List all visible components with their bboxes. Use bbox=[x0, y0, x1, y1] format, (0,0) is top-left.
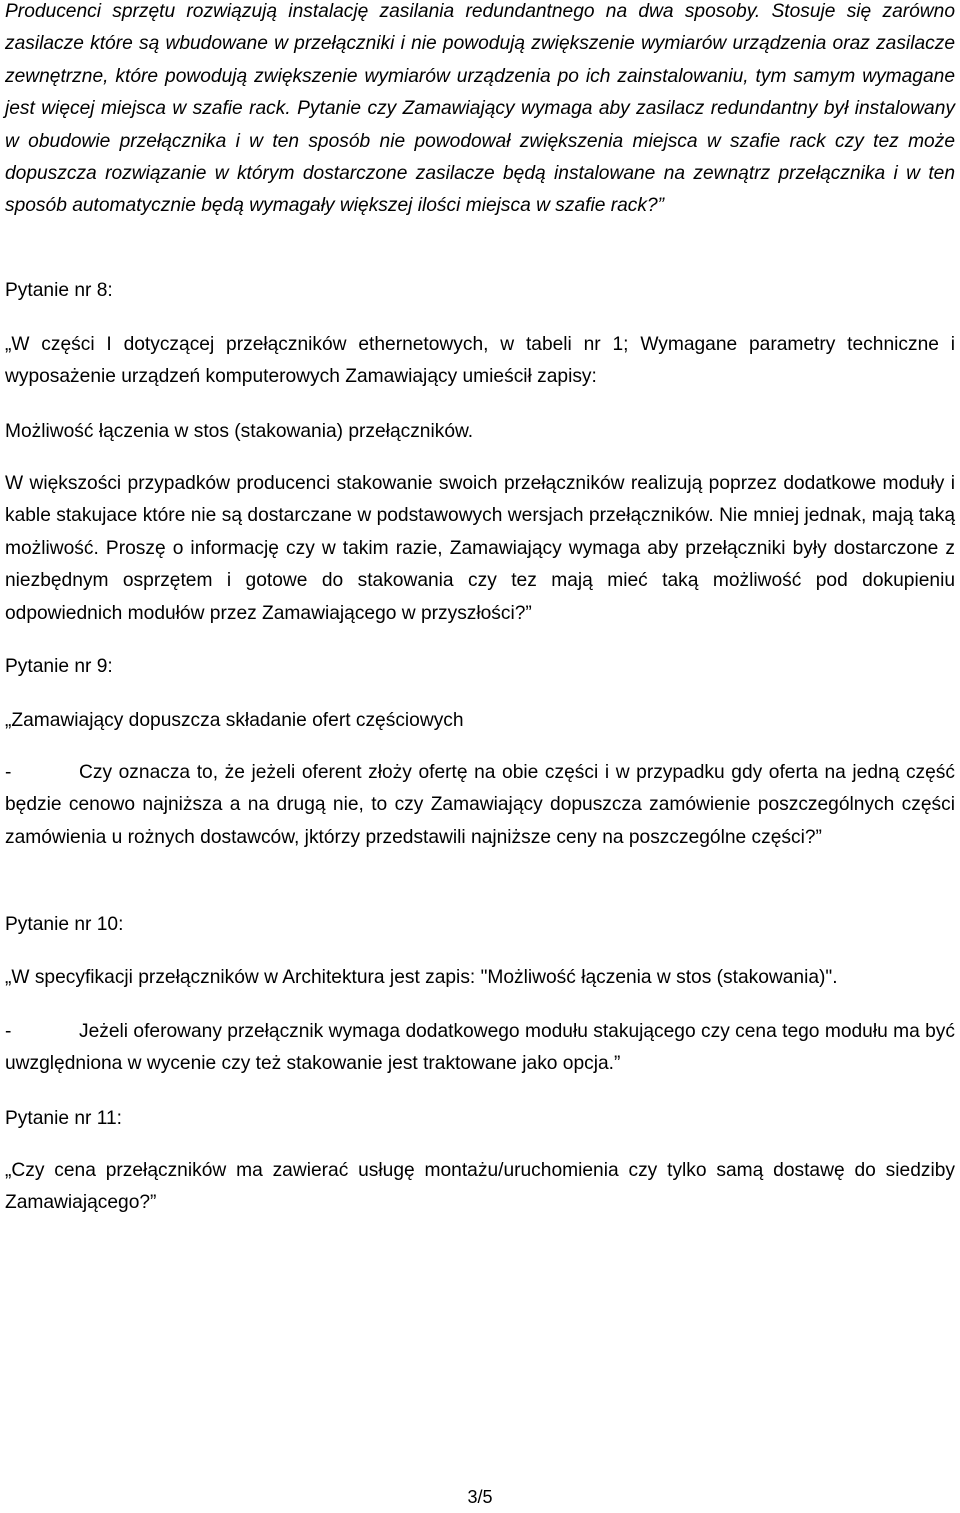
page-number: 3/5 bbox=[467, 1487, 493, 1507]
question-11-heading: Pytanie nr 11: bbox=[5, 1108, 122, 1129]
question-9-heading: Pytanie nr 9: bbox=[5, 656, 113, 677]
intro-paragraph bbox=[5, 0, 955, 223]
question-8-heading: Pytanie nr 8: bbox=[5, 280, 113, 301]
question-8-body: W większości przypadków producenci stakowanie swoich przełączników realizują poprzez dodatkowe moduły i kable stakujace które nie są dostarczane w podstawowych wersjach przełączników. Nie mniej jednak, mają taką możliwość. Proszę o informację czy w takim razie, Zamawiający wymaga aby przełączniki były dostarczone z niezbędnym osprzętem i gotowe do stakowania czy tez mają mieć taką możliwość pod dokupieniu odpowiednich modułów przez Zamawiającego w przyszłości?” bbox=[5, 473, 955, 624]
intro-part2: Pytanie czy Zamawiający wymaga aby zasilacz redundantny był instalowany w obudowie przełącznika i w ten sposób nie powodował zwiększenia miejsca w szafie rack czy tez może dopuszcza rozwiązanie w którym dostarczone zasilacze będą instalowane na zewnątrz przełącznika i w ten sposób automatycznie będą wymagały większej ilości miejsca w szafie rack?” bbox=[5, 98, 955, 217]
question-10-heading: Pytanie nr 10: bbox=[5, 914, 124, 935]
list-dash: - bbox=[5, 1021, 12, 1042]
question-8-spec: Możliwość łączenia w stos (stakowania) przełączników. bbox=[5, 421, 474, 442]
question-8-quote: „W części I dotyczącej przełączników ethernetowych, w tabeli nr 1; Wymagane parametry techniczne i wyposażenie urządzeń komputerowych Zamawiający umieścił zapisy: bbox=[5, 334, 955, 388]
question-10-body-text: Jeżeli oferowany przełącznik wymaga dodatkowego modułu stakującego czy cena tego modułu ma być uwzględniona w wycenie czy też stakowanie jest traktowane jako opcja.” bbox=[5, 1021, 955, 1075]
question-9-body-text: Czy oznacza to, że jeżeli oferent złoży ofertę na obie części i w przypadku gdy oferta na jedną część będzie cenowo najniższa a na drugą nie, to czy Zamawiający dopuszcza zamówienie poszczególnych części zamówienia u rożnych dostawców, jktórzy przedstawili najniższe ceny na poszczególne części?” bbox=[5, 762, 955, 848]
intro-part1: Producenci sprzętu rozwiązują instalację zasilania redundantnego na dwa sposoby. Stosuje się zarówno zasilacze które są wbudowane w przełączniki i nie powodują zwiększenie wymiarów urządzenia oraz zasilacze zewnętrzne, które powodują zwiększenie wymiarów urządzenia po ich zainstalowaniu, tym samym wymagane jest więcej miejsca w szafie rack. bbox=[5, 1, 955, 120]
question-10-body bbox=[5, 1016, 955, 1081]
question-10-quote: „W specyfikacji przełączników w Architektura jest zapis: "Możliwość łączenia w stos (stakowania)". bbox=[5, 967, 838, 988]
question-9-body bbox=[5, 757, 955, 854]
question-11-quote: „Czy cena przełączników ma zawierać usługę montażu/uruchomienia czy tylko samą dostawę do siedziby Zamawiającego?” bbox=[5, 1160, 955, 1214]
question-9-quote: „Zamawiający dopuszcza składanie ofert częściowych bbox=[5, 710, 464, 731]
list-dash: - bbox=[5, 762, 12, 783]
